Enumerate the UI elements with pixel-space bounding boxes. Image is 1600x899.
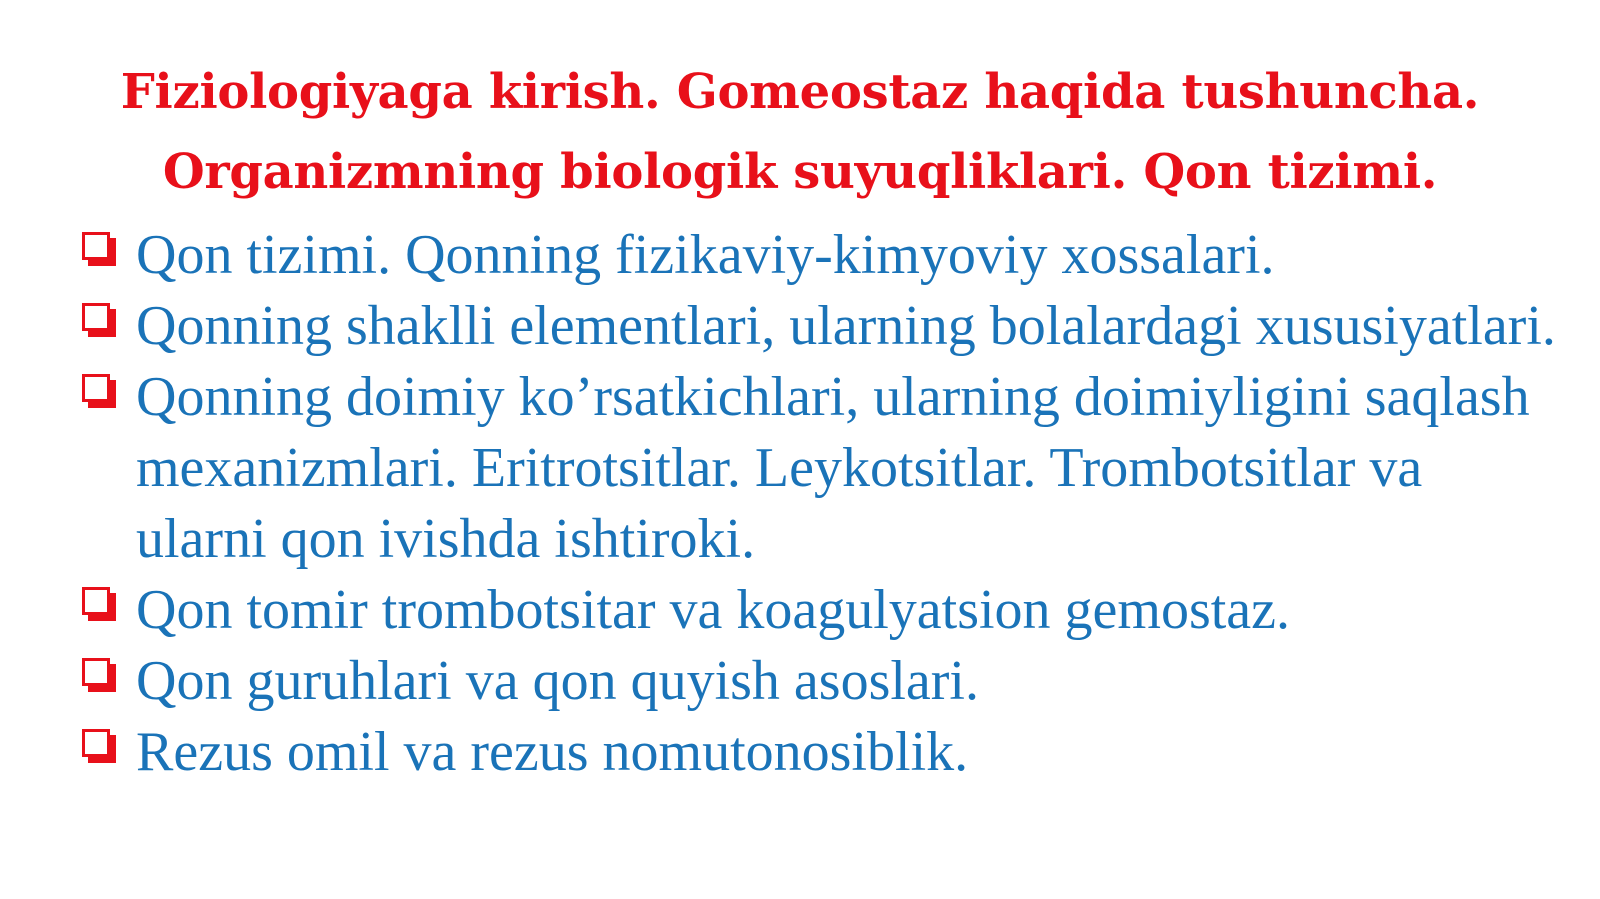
bullet-list (78, 220, 1558, 788)
bullet-item-1 (78, 220, 1558, 291)
bullet-text: Qon guruhlari va qon quyish asoslari. (136, 650, 979, 712)
bullet-item-2 (78, 291, 1558, 362)
bullet-item-3 (78, 362, 1558, 575)
hollow-square-bullet-icon (82, 232, 116, 266)
hollow-square-bullet-icon (82, 587, 116, 621)
bullet-text: Qonning doimiy ko’rsatkichlari, ularning doimiyligini saqlash mexanizmlari. Eritrotsitlar. Leykotsitlar. Trombotsitlar va ularni qon ivishda ishtiroki. (136, 366, 1530, 570)
bullet-item-5 (78, 646, 1558, 717)
title-line-2: Organizmning biologik suyuqliklari. Qon tizimi. (162, 144, 1438, 200)
hollow-square-bullet-icon (82, 303, 116, 337)
hollow-square-bullet-icon (82, 374, 116, 408)
bullet-text: Qon tizimi. Qonning fizikaviy-kimyoviy xossalari. (136, 224, 1275, 286)
bullet-text: Rezus omil va rezus nomutonosiblik. (136, 721, 969, 783)
bullet-text: Qon tomir trombotsitar va koagulyatsion gemostaz. (136, 579, 1291, 641)
bullet-text: Qonning shaklli elementlari, ularning bolalardagi xususiyatlari. (136, 295, 1556, 357)
bullet-item-4 (78, 575, 1558, 646)
hollow-square-bullet-icon (82, 658, 116, 692)
title-line-1: Fiziologiyaga kirish. Gomeostaz haqida tushuncha. (120, 64, 1480, 120)
bullet-item-6 (78, 717, 1558, 788)
hollow-square-bullet-icon (82, 729, 116, 763)
slide-title (0, 52, 1600, 212)
